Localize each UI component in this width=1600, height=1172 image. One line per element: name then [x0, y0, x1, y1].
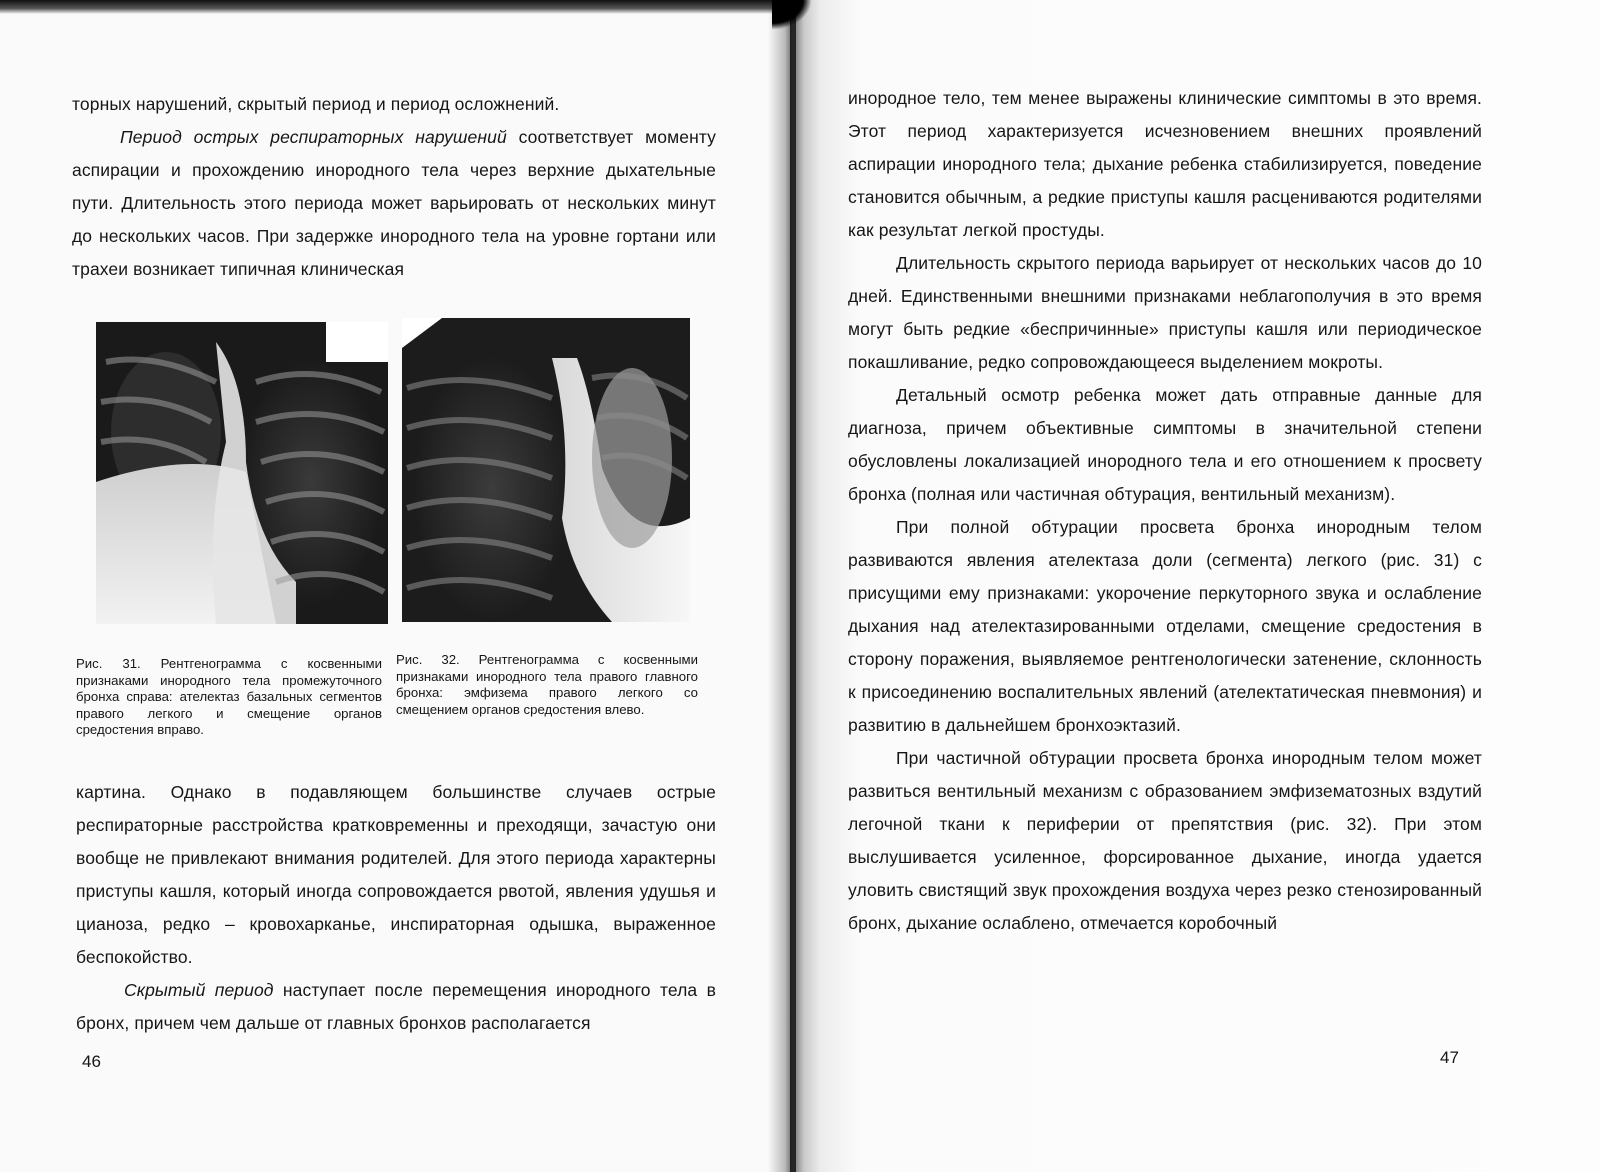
term-latent-period: Скрытый период [124, 980, 274, 1000]
paragraph-latent-period-body: наступает после перемещения инородного тела в бронх, причем чем дальше от главных бронхов располагается [76, 980, 716, 1033]
left-page [0, 0, 790, 1172]
left-text-bottom [76, 776, 716, 1040]
paragraph-continued: картина. Однако в подавляющем большинстве случаев острые респираторные расстройства кратковременны и преходящи, зачастую они вообще не привлекают внимания родителей. Для этого периода характерны приступы кашля, который иногда сопровождается рвотой, явления удушья и цианоза, редко – кровохарканье, инспираторная одышка, выраженное беспокойство. [76, 782, 716, 967]
paragraph-r1: инородное тело, тем менее выражены клинические симптомы в это время. Этот период характеризуется исчезновением внешних проявлений аспирации инородного тела; дыхание ребенка стабилизируется, поведение становится обычным, а редкие приступы кашля расцениваются родителями как результат легкой простуды. [848, 88, 1482, 240]
paragraph-acute-period-body: соответствует моменту аспирации и прохождению инородного тела через верхние дыхательные пути. Длительность этого периода может варьировать от нескольких минут до нескольких часов. При задержке инородного тела на уровне гортани или трахеи возникает типичная клиническая [72, 127, 716, 279]
left-text-top [72, 88, 716, 286]
xray-image-31 [96, 322, 388, 624]
right-page [790, 0, 1600, 1172]
paragraph-r5: При частичной обтурации просвета бронха инородным телом может развиться вентильный механизм с образованием эмфизематозных вздутий легочной ткани к периферии от препятствия (рис. 32). При этом выслушивается усиленное, форсированное дыхание, иногда удается уловить свистящий звук прохождения воздуха через резко стенозированный бронх, дыхание ослаблено, отмечается коробочный [848, 748, 1482, 933]
xray-figure-31 [96, 322, 388, 624]
xray-image-32 [402, 318, 690, 622]
paragraph-latent-period [76, 974, 716, 1040]
text-line-intro: торных нарушений, скрытый период и период осложнений. [72, 94, 560, 114]
right-text [848, 82, 1482, 940]
scan-edge-shadow [0, 0, 780, 14]
xray-figure-32 [402, 318, 690, 622]
paragraph-r3: Детальный осмотр ребенка может дать отправные данные для диагноза, причем объективные симптомы в значительной степени обусловлены локализацией инородного тела и его отношением к просвету бронха (полная или частичная обтурация, вентильный механизм). [848, 385, 1482, 504]
paragraph-r4: При полной обтурации просвета бронха инородным телом развиваются явления ателектаза доли (сегмента) легкого (рис. 31) с присущими ему признаками: укорочение перкуторного звука и ослабление дыхания над ателектазированными отделами, смещение средостения в сторону поражения, выявляемое рентгенологически затенение, склонность к присоединению воспалительных явлений (ателектатическая пневмония) и развитию в дальнейшем бронхоэктазий. [848, 517, 1482, 735]
paragraph-acute-period [72, 121, 716, 286]
book-gutter-shadow [768, 0, 796, 1172]
term-acute-period: Период острых респираторных нарушений [120, 127, 507, 147]
figure-32-caption: Рис. 32. Рентгенограмма с косвенными признаками инородного тела правого главного бронха: эмфизема правого легкого со смещением органов средостения влево. [396, 652, 698, 717]
paragraph-r2: Длительность скрытого периода варьирует от нескольких часов до 10 дней. Единственными внешними признаками неблагополучия в это время могут быть редкие «беспричинные» приступы кашля или периодическое покашливание, редко сопровождающееся выделением мокроты. [848, 253, 1482, 372]
page-number-left: 46 [82, 1052, 101, 1071]
figure-31-caption: Рис. 31. Рентгенограмма с косвенными признаками инородного тела промежуточного бронха справа: ателектаз базальных сегментов правого легкого и смещение органов средостения вправо. [76, 656, 382, 737]
page-number-right: 47 [1440, 1048, 1459, 1067]
book-gutter-fold [772, 0, 812, 30]
